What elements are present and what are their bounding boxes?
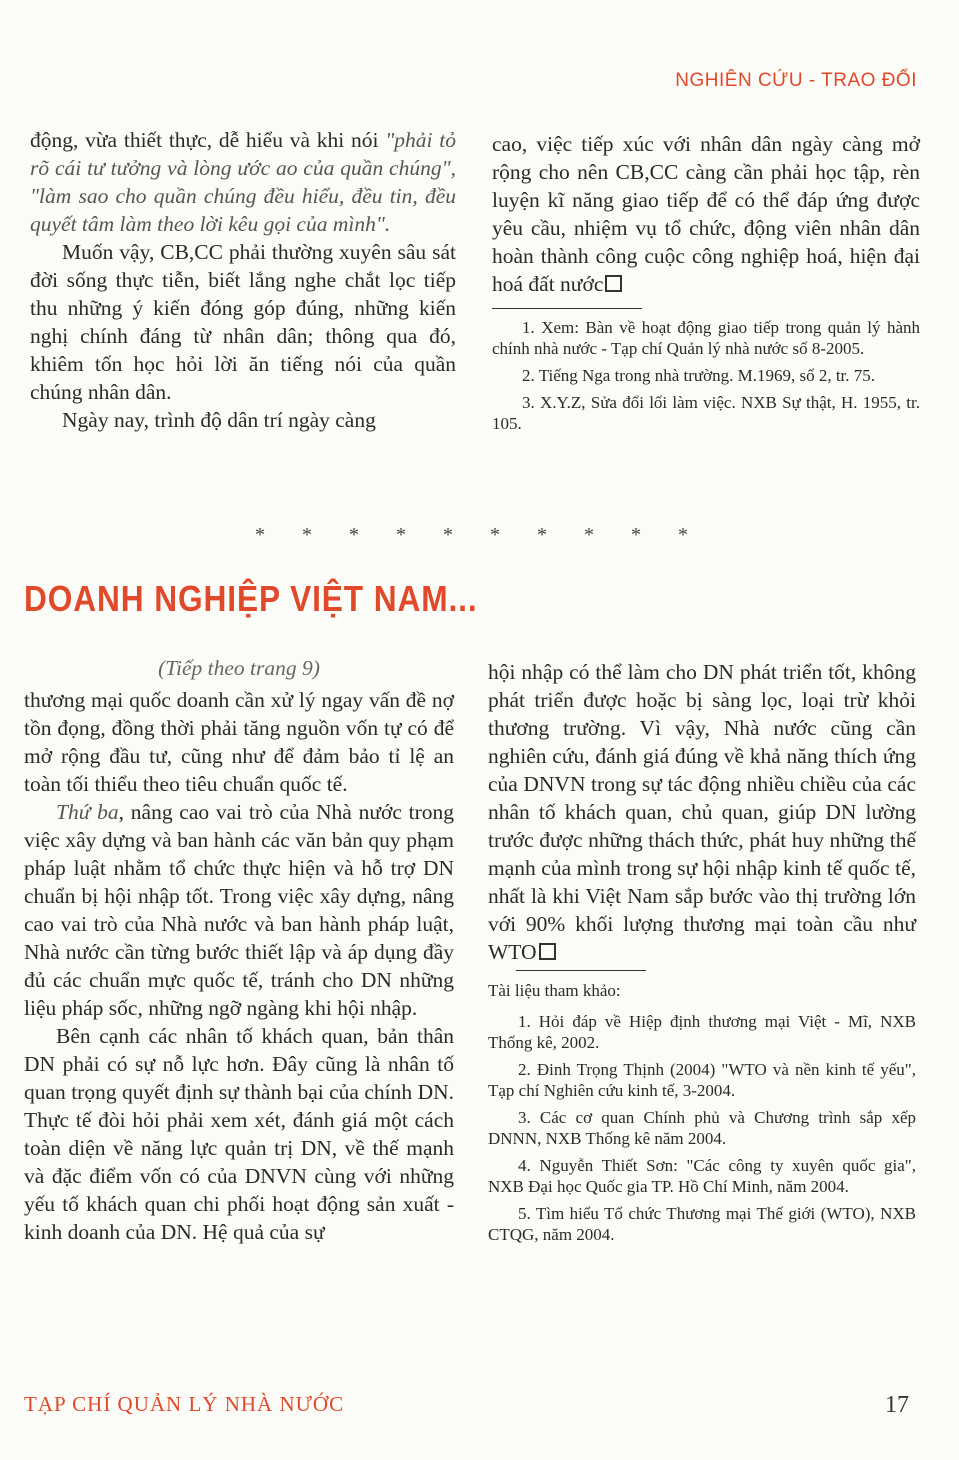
section-separator: * * * * * * * * * * xyxy=(255,524,704,546)
text-run: hội nhập có thể làm cho DN phát triển tốt, không phát triển được hoặc bị sàng lọc, loại trừ khỏi thương trường. Vì vậy, Nhà nước cũng cần nghiên cứu, đánh giá đúng về khả năng thích ứng của DNVN trong sự tác động nhiều chiều của các nhân tố khách quan, chủ quan, giúp DN lường trước được những thách thức, phát huy những thế mạnh của mình trong sự hội nhập kinh tế quốc tế, nhất là khi Việt Nam sắp bước vào thị trường lớn với 90% khối lượng thương mại toàn cầu như WTO xyxy=(488,660,916,964)
bottom-right-column xyxy=(488,658,916,1251)
continued-note: (Tiếp theo trang 9) xyxy=(158,656,320,680)
paragraph: thương mại quốc doanh cần xử lý ngay vấn đề nợ tồn đọng, đồng thời phải tăng nguồn vốn tự có để mở rộng đầu tư, cũng như để đảm bảo tỉ lệ an toàn tối thiểu theo tiêu chuẩn quốc tế. xyxy=(24,688,454,796)
end-mark-icon xyxy=(605,275,622,292)
footnote: 3. X.Y.Z, Sửa đổi lối làm việc. NXB Sự thật, H. 1955, tr. 105. xyxy=(492,393,920,433)
reference-item: 3. Các cơ quan Chính phủ và Chương trình sắp xếp DNNN, NXB Thống kê năm 2004. xyxy=(488,1108,916,1148)
quote-italic: "phải tỏ rõ cái tư tưởng và lòng ước ao của quần chúng", "làm sao cho quần chúng đều hiểu, đều tin, đều quyết tâm làm theo lời kêu gọi của mình". xyxy=(30,128,456,236)
footnotes xyxy=(492,317,920,434)
reference-item: 2. Đinh Trọng Thịnh (2004) "WTO và nền kinh tế yếu", Tạp chí Nghiên cứu kinh tế, 3-2004. xyxy=(488,1060,916,1100)
bottom-left-column xyxy=(24,654,454,1246)
top-left-column xyxy=(30,126,456,434)
references xyxy=(488,1011,916,1245)
paragraph: Bên cạnh các nhân tố khách quan, bản thân DN phải có sự nỗ lực hơn. Đây cũng là nhân tố quan trọng quyết định sự thành bại của chính DN. Thực tế đòi hỏi phải xem xét, đánh giá một cách toàn diện về năng lực quản trị DN, về thế mạnh và đặc điểm vốn có của DNVN cùng với những yếu tố khách quan chi phối hoạt động sản xuất - kinh doanh của DN. Hệ quả của sự xyxy=(24,1024,454,1244)
reference-item: 1. Hỏi đáp về Hiệp định thương mại Việt - Mĩ, NXB Thống kê, 2002. xyxy=(488,1012,916,1052)
journal-name: TẠP CHÍ QUẢN LÝ NHÀ NƯỚC xyxy=(24,1392,345,1416)
paragraph xyxy=(24,798,454,1022)
article-title: DOANH NGHIỆP VIỆT NAM... xyxy=(24,578,478,619)
footnote: 2. Tiếng Nga trong nhà trường. M.1969, số 2, tr. 75. xyxy=(522,366,876,385)
page-number: 17 xyxy=(885,1392,909,1418)
paragraph: Ngày nay, trình độ dân trí ngày càng xyxy=(62,408,376,432)
text-run: động, vừa thiết thực, dễ hiểu và khi nói xyxy=(30,128,386,152)
paragraph xyxy=(488,658,916,966)
section-header: NGHIÊN CỨU - TRAO ĐỔI xyxy=(675,70,917,91)
text-run: , nâng cao vai trò của Nhà nước trong việc xây dựng và ban hành các văn bản quy phạm pháp luật nhằm tổ chức thực hiện và hỗ trợ DN chuẩn bị hội nhập tốt. Trong việc xây dựng, nâng cao vai trò của Nhà nước và ban hành pháp luật, Nhà nước cần từng bước thiết lập và áp dụng đầy đủ các chuẩn mực quốc tế, tránh cho DN những liệu pháp sốc, những ngỡ ngàng khi hội nhập. xyxy=(24,800,454,1020)
top-right-column xyxy=(492,130,920,440)
references-title: Tài liệu tham khảo: xyxy=(488,981,621,1000)
footnote-divider xyxy=(492,308,642,309)
italic-run: Thứ ba xyxy=(56,800,119,824)
end-mark-icon xyxy=(539,943,556,960)
paragraph xyxy=(30,126,456,238)
paragraph: Muốn vậy, CB,CC phải thường xuyên sâu sát đời sống thực tiễn, biết lắng nghe chắt lọc tiếp thu những ý kiến đóng góp đúng, những kiến nghị chính đáng từ nhân dân; thông qua đó, khiêm tốn học hỏi lời ăn tiếng nói của quần chúng nhân dân. xyxy=(30,240,456,404)
reference-item: 4. Nguyễn Thiết Sơn: "Các công ty xuyên quốc gia", NXB Đại học Quốc gia TP. Hồ Chí Minh, năm 2004. xyxy=(488,1156,916,1196)
reference-item: 5. Tìm hiểu Tổ chức Thương mại Thế giới (WTO), NXB CTQG, năm 2004. xyxy=(488,1204,916,1244)
paragraph xyxy=(492,130,920,298)
footnote: 1. Xem: Bàn về hoạt động giao tiếp trong quản lý hành chính nhà nước - Tạp chí Quản lý nhà nước số 8-2005. xyxy=(492,318,920,358)
text-run: cao, việc tiếp xúc với nhân dân ngày càng mở rộng cho nên CB,CC càng cần phải học tập, rèn luyện kĩ năng giao tiếp để có thể đáp ứng được yêu cầu, nhiệm vụ tổ chức, động viên nhân dân hoàn thành công cuộc công nghiệp hoá, hiện đại hoá đất nước xyxy=(492,132,920,296)
references-divider xyxy=(516,970,646,971)
